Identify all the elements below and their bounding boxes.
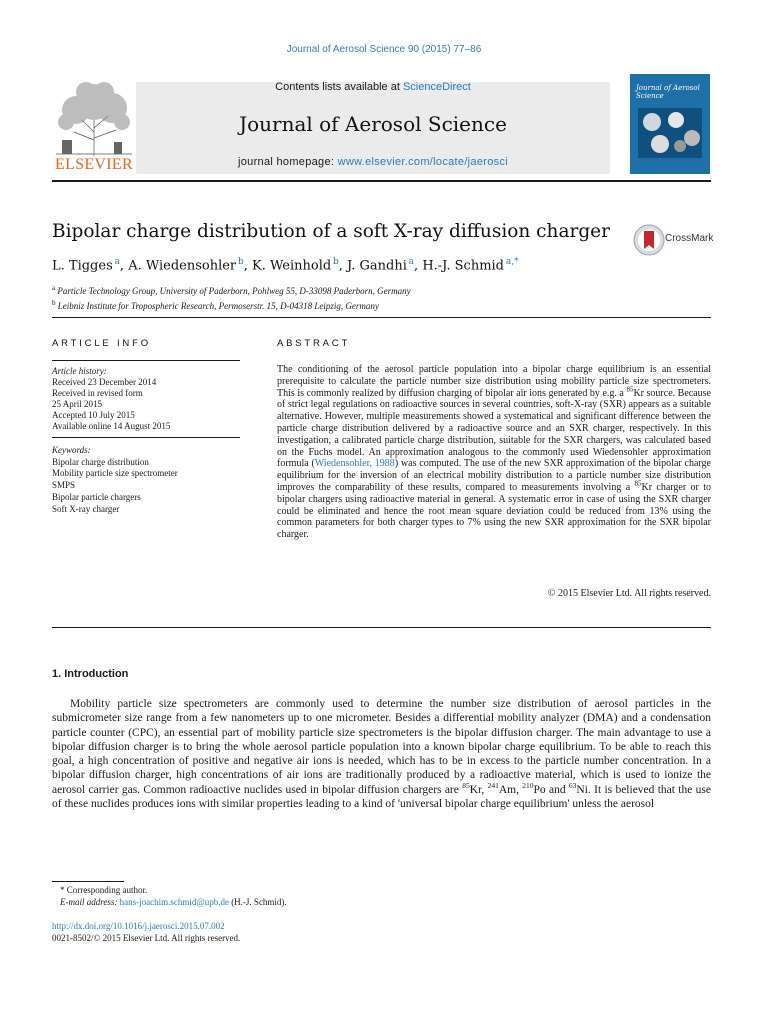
author-affiliation-mark[interactable]: a <box>114 257 120 267</box>
sciencedirect-link[interactable]: ScienceDirect <box>402 81 471 93</box>
author-list: L. Tigges $^a$, A. Wiedensohler $^b$, K. Weinhold $^b$, J. Gandhi $^a$, H.-J. Schmid $^{a,*}$ <box>52 257 519 274</box>
crossmark-label[interactable]: CrossMark <box>665 233 714 244</box>
journal-cover-thumbnail[interactable] <box>630 74 710 174</box>
keyword-item: Soft X-ray charger <box>52 503 120 514</box>
author-name[interactable]: A. Wiedensohler <box>128 258 237 274</box>
elsevier-wordmark: ELSEVIER <box>55 156 133 173</box>
author-name[interactable]: J. Gandhi <box>347 258 407 274</box>
journal-name: Journal of Aerosol Science <box>239 112 507 136</box>
affiliation-b: $^b$ Leibniz Institute for Tropospheric Research, Permoserstr. 15, D-04318 Leipzig, Germany <box>52 299 379 311</box>
email-note: E-mail address: hans-joachim.schmid@upb.de (H.-J. Schmid). <box>60 897 287 907</box>
author-affiliation-mark[interactable]: a <box>408 257 415 267</box>
abstract-divider <box>52 627 711 628</box>
article-info-heading: ARTICLE INFO <box>52 338 151 349</box>
keyword-item: Bipolar charge distribution <box>52 456 149 467</box>
abstract-text: The conditioning of the aerosol particle population into a bipolar charge equilibrium is an essential prerequisite to calculate the particle number size distribution using mobility particle size spectrometers. This is commonly realized by diffusion charging of bipolar air ions generated by e.g. a $^{85}$Kr source. Because of strict legal regulations on radioactive sources in several countries, soft-X-ray (SXR) appears as a suitable alternative. However, multiple measurements showed a systematical and significant difference between the particle charge distribution delivered by a radioactive source and an SXR charger, respectively. In this investigation, a calibrated particle charge distribution, suitable for the SXR chargers, was calculated based on the Fuchs model. An approximation analogous to the commonly used Wiedensohler approximation formula (Wiedensohler, 1988) was computed. The use of the new SXR approximation of the bipolar charge equilibrium for the inversion of an electrical mobility distribution to a particle number size distribution improves the comparability of these results, compared to measurements involving a $^{85}$Kr charger or to bipolar chargers using radioactive material in general. A systematic error in case of using the SXR charger could be eliminated and hence the root mean square deviation could be reduced from 13% using the common parameters for both charger types to 7% using the new SXR approximation for the SXR bipolar charger. <box>277 364 711 541</box>
article-info-rule <box>52 360 240 361</box>
author-affiliation-mark[interactable]: b <box>333 257 339 267</box>
author-name[interactable]: L. Tigges <box>52 258 113 274</box>
journal-homepage-line: journal homepage: www.elsevier.com/locate/jaerosci <box>238 156 508 168</box>
article-title: Bipolar charge distribution of a soft X-ray diffusion charger <box>52 221 610 242</box>
header-divider <box>52 180 711 182</box>
history-item: Available online 14 August 2015 <box>52 421 171 431</box>
corresponding-author-note: * Corresponding author. <box>60 885 148 895</box>
history-label: Article history: <box>52 366 107 376</box>
keywords-label: Keywords: <box>52 445 91 455</box>
doi-link[interactable]: http://dx.doi.org/10.1016/j.jaerosci.2015.07.002 <box>52 921 225 931</box>
introduction-paragraph: Mobility particle size spectrometers are commonly used to determine the number size distribution of aerosol particles in the submicrometer size range from a few nanometers up to one micrometer. Besides a differential mobility analyzer (DMA) and a condensation particle counter (CPC), an essential part of mobility particle size spectrometers is the bipolar diffusion charger. The main advantage to use a bipolar diffusion charger is to bring the whole aerosol particle population into a known bipolar charge equilibrium. To be able to reach this goal, a high concentration of positive and negative air ions is needed, which has to be in excess to the particle number concentration. In a bipolar diffusion charger, high concentrations of air ions are traditionally produced by a radioactive material, which is used to ionize the aerosol carrier gas. Common radioactive nuclides used in bipolar diffusion chargers are $^{85}$Kr, $^{241}$Am, $^{210}$Po and $^{63}$Ni. It is believed that the use of these nuclides produces ions with similar properties leading to a kind of 'universal bipolar charge equilibrium' unless the aerosol <box>52 698 711 811</box>
history-item: Received 23 December 2014 <box>52 377 157 387</box>
journal-reference[interactable]: Journal of Aerosol Science 90 (2015) 77–86 <box>286 44 482 55</box>
keyword-item: SMPS <box>52 480 76 491</box>
footnote <box>52 884 712 908</box>
history-item: Received in revised form <box>52 388 143 398</box>
cover-title: Journal of Aerosol Science <box>636 84 700 100</box>
history-item: Accepted 10 July 2015 <box>52 410 135 420</box>
crossmark-icon <box>632 223 666 257</box>
keywords <box>52 445 240 515</box>
author-affiliation-mark[interactable]: a,* <box>505 257 519 267</box>
article-history <box>52 366 240 432</box>
section-heading-introduction: 1. Introduction <box>52 668 129 680</box>
contents-line: Contents lists available at ScienceDirect <box>275 81 471 93</box>
abstract-heading: ABSTRACT <box>277 338 351 349</box>
keywords-rule <box>52 437 240 438</box>
abstract-copyright: © 2015 Elsevier Ltd. All rights reserved. <box>547 588 711 599</box>
issn-copyright: 0021-8502/© 2015 Elsevier Ltd. All rights reserved. <box>52 933 241 943</box>
author-name[interactable]: H.-J. Schmid <box>422 258 505 274</box>
affiliations <box>52 282 712 312</box>
footnote-rule <box>52 881 124 882</box>
email-link[interactable]: hans-joachim.schmid@upb.de <box>119 897 229 907</box>
author-affiliation-mark[interactable]: b <box>237 257 244 267</box>
homepage-link[interactable]: www.elsevier.com/locate/jaerosci <box>337 156 508 168</box>
history-item: 25 April 2015 <box>52 399 103 409</box>
affiliation-a: $^a$ Particle Technology Group, University of Paderborn, Pohlweg 55, D-33098 Paderborn, Germany <box>52 284 411 296</box>
citation-link[interactable]: Wiedensohler, 1988 <box>314 458 395 470</box>
keyword-item: Mobility particle size spectrometer <box>52 468 178 479</box>
author-name[interactable]: K. Weinhold <box>252 258 332 274</box>
title-divider <box>52 317 711 318</box>
keyword-item: Bipolar particle chargers <box>52 491 141 502</box>
